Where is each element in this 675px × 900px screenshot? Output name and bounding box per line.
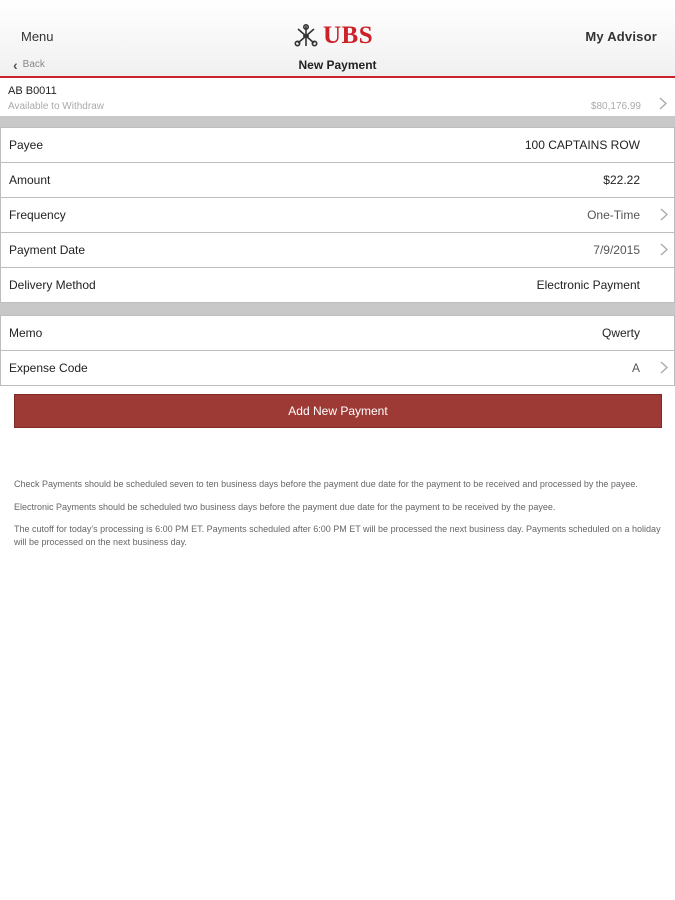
field-row-delivery-method[interactable]: [1, 268, 674, 303]
field-label: Payment Date: [9, 243, 86, 257]
chevron-right-icon: [659, 97, 667, 110]
field-row-amount[interactable]: [1, 163, 674, 198]
field-row-expense-code[interactable]: [1, 351, 674, 386]
payment-details-group: [0, 127, 675, 303]
field-value: $22.22: [603, 173, 640, 187]
page-title: New Payment: [298, 58, 377, 72]
chevron-right-icon: [660, 208, 668, 221]
field-label: Memo: [9, 326, 43, 340]
brand-name: UBS: [323, 22, 374, 49]
section-separator: [0, 116, 675, 127]
field-value: Electronic Payment: [536, 278, 640, 292]
field-label: Amount: [9, 173, 51, 187]
field-row-memo[interactable]: [1, 316, 674, 351]
add-new-payment-button[interactable]: Add New Payment: [14, 394, 662, 428]
payment-notes: [14, 478, 662, 558]
ubs-keys-icon: [293, 23, 319, 49]
field-row-frequency[interactable]: [1, 198, 674, 233]
field-value: 7/9/2015: [593, 243, 640, 257]
field-label: Delivery Method: [9, 278, 96, 292]
note-paragraph: The cutoff for today's processing is 6:00 PM ET. Payments scheduled after 6:00 PM ET will be processed the next business day. Payments scheduled on a holiday will be processed on the next business day.: [14, 524, 661, 547]
my-advisor-button[interactable]: My Advisor: [585, 29, 657, 44]
field-value: Qwerty: [601, 326, 640, 340]
note-paragraph: Electronic Payments should be scheduled two business days before the payment due date for the payment to be received by the payee.: [14, 501, 556, 512]
chevron-right-icon: [660, 361, 668, 374]
field-label: Expense Code: [9, 361, 88, 375]
back-label: Back: [22, 59, 45, 70]
field-label: Frequency: [9, 208, 66, 222]
available-label: Available to Withdraw: [8, 101, 104, 112]
field-value: A: [631, 361, 640, 375]
field-row-payment-date[interactable]: [1, 233, 674, 268]
memo-group: [0, 315, 675, 386]
field-value: One-Time: [587, 208, 640, 222]
available-amount: $80,176.99: [590, 101, 641, 112]
account-selector[interactable]: [0, 80, 675, 116]
field-value: 100 CAPTAINS ROW: [524, 138, 640, 152]
field-label: Payee: [9, 138, 44, 152]
ubs-logo: [293, 22, 373, 50]
field-row-payee[interactable]: [1, 128, 674, 163]
app-header: [0, 0, 675, 78]
account-name: AB B0011: [8, 85, 57, 97]
section-separator: [0, 303, 675, 315]
chevron-right-icon: [660, 243, 668, 256]
note-paragraph: Check Payments should be scheduled seven to ten business days before the payment due date for the payment to be received and processed by the payee.: [14, 479, 638, 489]
menu-button[interactable]: Menu: [21, 29, 54, 44]
chevron-left-icon: ‹: [13, 56, 18, 73]
